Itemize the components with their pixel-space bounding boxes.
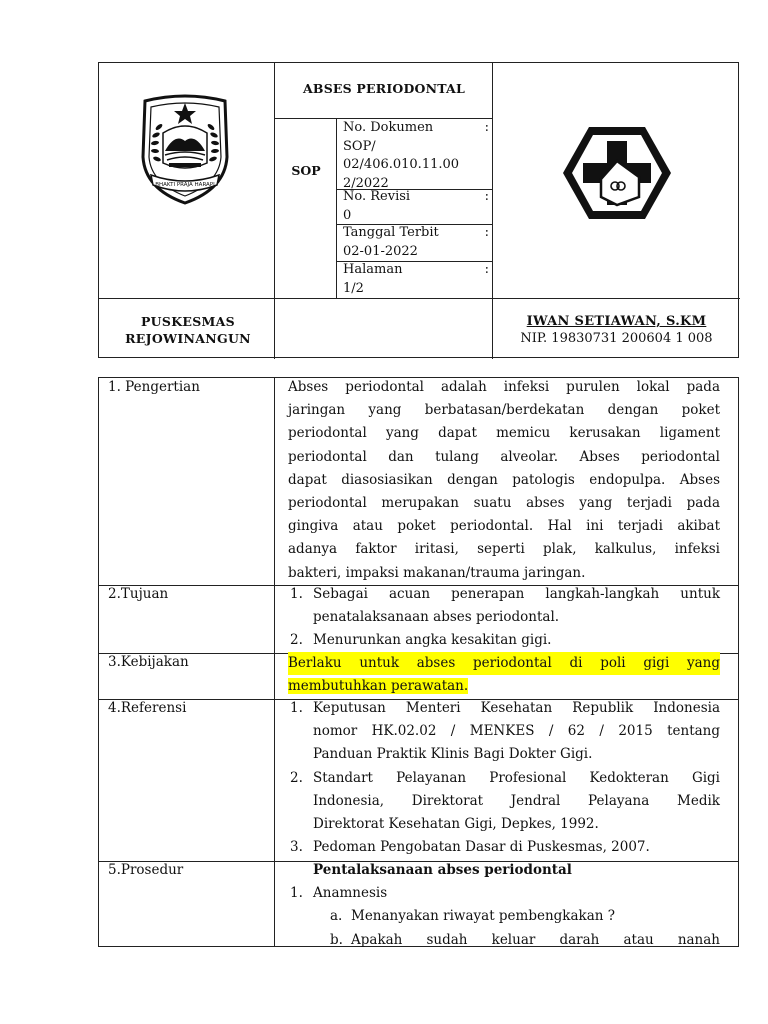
signer-nip: NIP. 19830731 200604 1 008 (520, 331, 713, 346)
list-item: 2. Standart Pelayanan Profesional Kedokteran Gigi Indonesia, Direktorat Jendral Pelayana Medik Direktorat Kesehatan Gigi, Depkes, 1992. (290, 769, 720, 833)
section-label-tujuan: 2.Tujuan (108, 586, 169, 602)
section-label-pengertian: 1. Pengertian (108, 379, 200, 395)
section-label-referensi: 4.Referensi (108, 700, 187, 716)
signer-name: IWAN SETIAWAN, S.KM (526, 314, 707, 329)
section-label-prosedur: 5.Prosedur (108, 862, 184, 878)
issue-date: Tanggal Terbit : 02-01-2022 (343, 225, 489, 259)
list-item: a. Menanyakan riwayat pembengkakan ? (330, 908, 615, 925)
sop-label: SOP (291, 163, 321, 178)
section-label-kebijakan: 3.Kebijakan (108, 654, 189, 670)
section-kebijakan-text: Berlaku untuk abses periodontal di poli gigi yang membutuhkan perawatan. (288, 652, 720, 698)
revision-number: No. Revisi : 0 (343, 189, 489, 223)
list-item: 1. Anamnesis (290, 885, 388, 902)
page-number: Halaman : 1/2 (343, 262, 489, 296)
section-prosedur-text (288, 859, 720, 952)
signatory (495, 313, 738, 347)
list-item: 2. Menurunkan angka kesakitan gigi. (290, 632, 552, 649)
prosedur-heading: Pentalaksanaan abses periodontal (313, 862, 572, 878)
sop-header-table (98, 62, 739, 358)
sop-content-table (98, 377, 739, 947)
section-referensi-list (288, 697, 720, 859)
list-item: 1. Sebagai acuan penerapan langkah-langkah untuk penatalaksanaan abses periodontal. (290, 586, 720, 626)
puskesmas-cross-logo-icon (561, 123, 673, 223)
list-item: 3. Pedoman Pengobatan Dasar di Puskesmas, 2007. (290, 839, 650, 856)
section-tujuan-list (288, 583, 720, 653)
list-item: b. Apakah sudah keluar darah atau nanah (330, 931, 720, 948)
list-item: 1. Keputusan Menteri Kesehatan Republik Indonesia nomor HK.02.02 / MENKES / 62 / 2015 tentang Panduan Praktik Klinis Bagi Dokter Gigi. (290, 700, 720, 763)
document-title: ABSES PERIODONTAL (303, 81, 465, 96)
section-pengertian-text: Abses periodontal adalah infeksi purulen lokal pada jaringan yang berbatasan/berdekatan dengan poket periodontal yang dapat memicu kerusakan ligament periodontal dan tulang alveolar. Abses periodontal dapat diasosiasikan dengan patologis endopulpa. Abses periodontal merupakan suatu abses yang terjadi pada gingiva atau poket periodontal. Hal ini terjadi akibat adanya faktor iritasi, seperti plak, kalkulus, infeksi bakteri, impaksi makanan/trauma jaringan. (288, 379, 720, 581)
organization-name: PUSKESMAS REJOWINANGUN (125, 314, 251, 346)
regency-crest-icon (129, 93, 241, 207)
document-number: No. Dokumen : SOP/ 02/406.010.11.00 2/2022 (343, 120, 489, 191)
svg-text:BHAKTI PRAJA HARAPI: BHAKTI PRAJA HARAPI (155, 182, 215, 188)
